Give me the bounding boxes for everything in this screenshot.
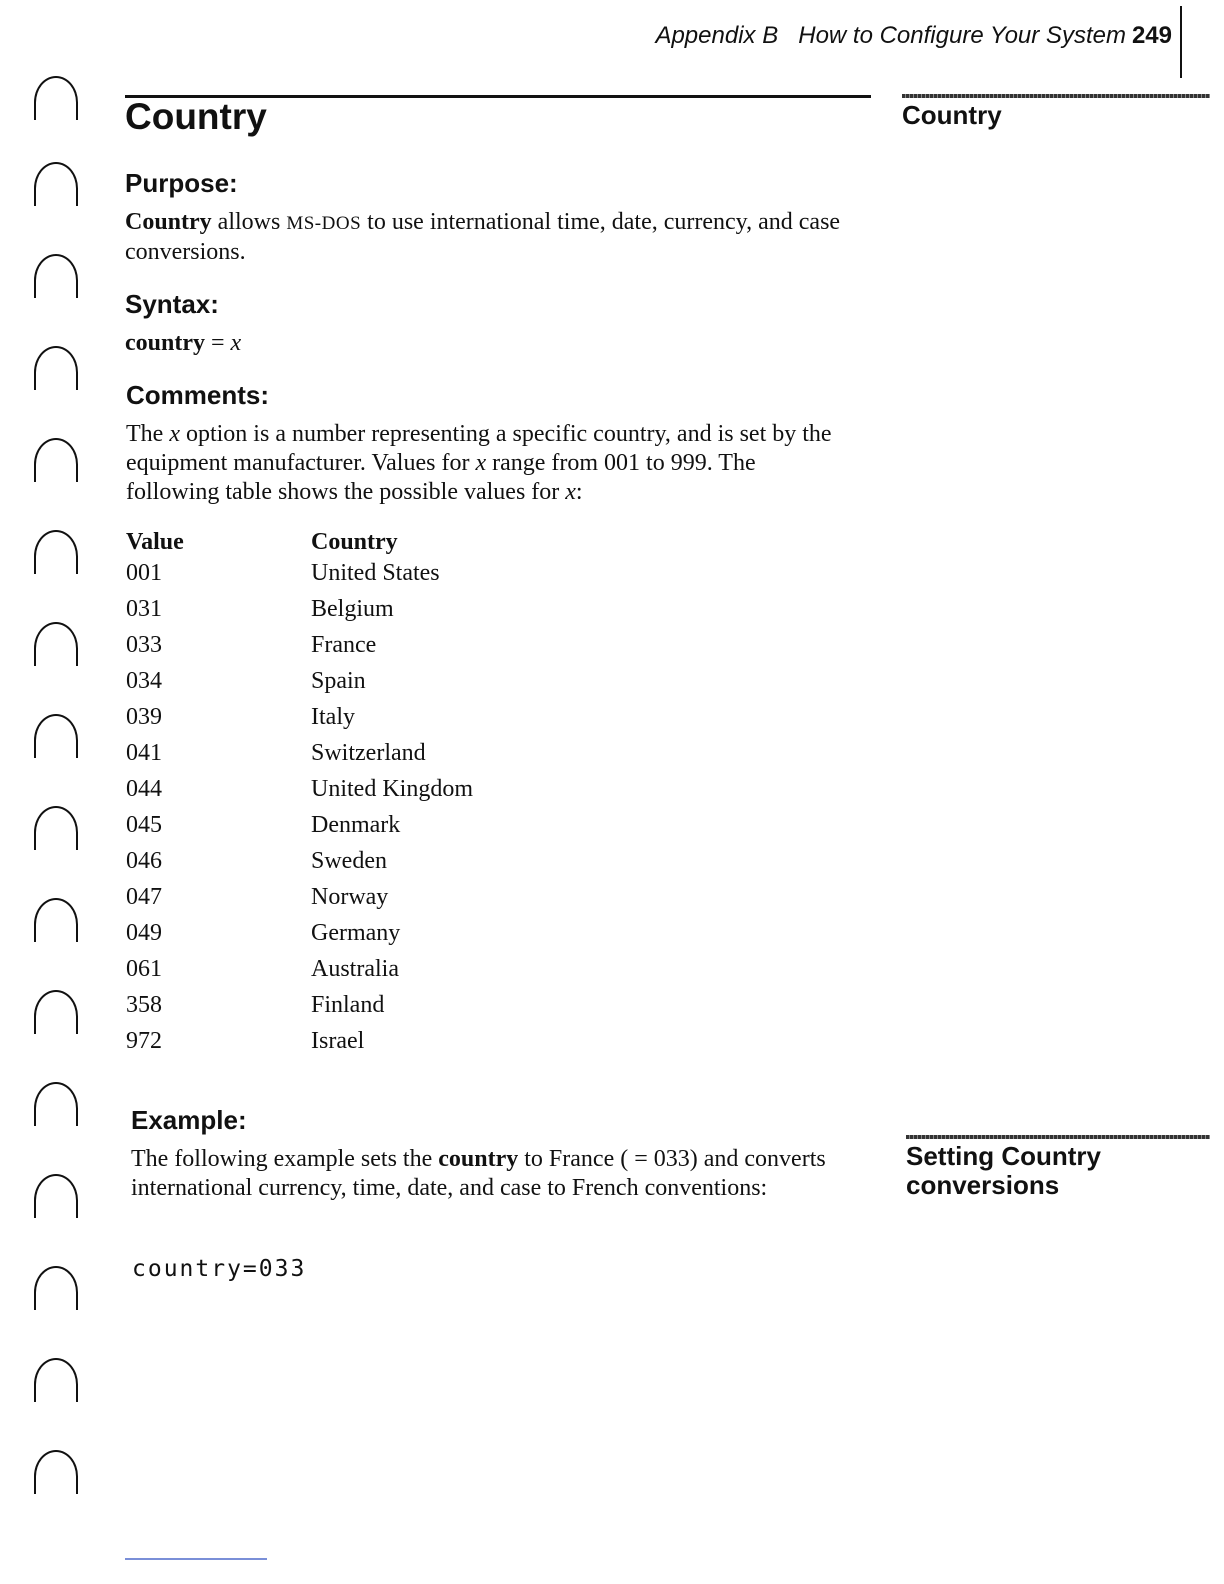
purpose-cmd: Country (125, 209, 212, 235)
table-cell-country: Australia (311, 956, 399, 982)
table-header-value: Value (126, 528, 184, 555)
punch-hole (34, 1450, 78, 1494)
table-cell-country: Norway (311, 884, 389, 910)
table-cell-country: Finland (311, 992, 385, 1018)
table-header-row (126, 524, 473, 560)
table-row (126, 560, 473, 596)
punch-hole (34, 898, 78, 942)
table-cell-country: United States (311, 560, 440, 586)
purpose-text (125, 208, 845, 267)
comments-text (126, 420, 846, 507)
punch-hole (34, 1174, 78, 1218)
header-chapter: How to Configure Your System (798, 22, 1126, 49)
comments-heading: Comments: (126, 380, 270, 410)
table-cell-value: 001 (126, 560, 162, 586)
footer-rule (125, 1558, 267, 1560)
table-row (126, 704, 473, 740)
table-cell-value: 044 (126, 776, 162, 802)
comments-text-1: The (126, 421, 170, 447)
punch-hole (34, 990, 78, 1034)
table-cell-country: United Kingdom (311, 776, 473, 802)
punch-hole (34, 346, 78, 390)
comments-var: x (169, 421, 180, 447)
punch-hole (34, 162, 78, 206)
table-row (126, 884, 473, 920)
table-cell-country: Switzerland (311, 740, 426, 766)
table-row (126, 992, 473, 1028)
page-title: Country (125, 96, 267, 137)
table-row (126, 812, 473, 848)
table-row (126, 1028, 473, 1064)
table-row (126, 740, 473, 776)
table-cell-country: Denmark (311, 812, 401, 838)
punch-hole (34, 76, 78, 120)
table-cell-country: Germany (311, 920, 401, 946)
table-cell-value: 049 (126, 920, 162, 946)
example-text-1: The following example sets the (131, 1146, 439, 1172)
table-cell-value: 039 (126, 704, 162, 730)
table-cell-country: Israel (311, 1028, 365, 1054)
syntax-heading: Syntax: (125, 289, 219, 319)
syntax-eq: = (205, 330, 231, 356)
comments-var: x (565, 479, 576, 505)
table-row (126, 956, 473, 992)
punch-hole (34, 806, 78, 850)
syntax-arg: x (230, 330, 242, 356)
example-text (131, 1145, 851, 1203)
punch-hole (34, 622, 78, 666)
purpose-text-1: allows (211, 209, 287, 235)
table-header-country: Country (311, 528, 398, 555)
comments-text-3: range from 001 to 999. The following table shows the possible values for (126, 450, 756, 505)
sidebar-example-topic: Setting Country conversions (906, 1141, 1101, 1200)
table-cell-country: Spain (311, 668, 366, 694)
table-cell-value: 047 (126, 884, 162, 910)
example-code: country=033 (132, 1256, 307, 1282)
example-heading: Example: (131, 1105, 247, 1135)
table-cell-value: 031 (126, 596, 162, 622)
punch-hole (34, 438, 78, 482)
punch-hole (34, 1082, 78, 1126)
punch-hole (34, 1266, 78, 1310)
table-row (126, 668, 473, 704)
table-cell-value: 033 (126, 632, 162, 658)
table-cell-value: 045 (126, 812, 162, 838)
punch-hole (34, 530, 78, 574)
header-bar (1180, 6, 1182, 78)
table-cell-value: 034 (126, 668, 162, 694)
table-row (126, 632, 473, 668)
country-table (126, 524, 473, 1064)
table-row (126, 848, 473, 884)
punch-hole (34, 254, 78, 298)
table-row (126, 596, 473, 632)
comments-text-4: : (575, 479, 583, 505)
table-cell-country: Italy (311, 704, 355, 730)
table-cell-country: Sweden (311, 848, 387, 874)
punch-hole (34, 1358, 78, 1402)
table-cell-value: 358 (126, 992, 162, 1018)
example-cmd: country (438, 1146, 519, 1172)
syntax-cmd: country (125, 330, 205, 356)
table-cell-value: 972 (126, 1028, 162, 1054)
comments-text-2: option is a number representing a specific country, and is set by the equipment manufacturer. Values for (126, 421, 832, 476)
example-text-2: to France ( = 033) and converts international currency, time, date, and case to French conventions: (131, 1146, 826, 1201)
table-row (126, 920, 473, 956)
header-section: Appendix B (655, 22, 779, 49)
page-number: 249 (1131, 22, 1172, 49)
sidebar-topic: Country (902, 100, 1002, 130)
table-cell-value: 041 (126, 740, 162, 766)
table-cell-country: France (311, 632, 377, 658)
sidebar-rule (902, 94, 1210, 98)
purpose-text-2: to use international time, date, currency, and case conversions. (125, 209, 841, 265)
comments-var: x (475, 450, 487, 476)
table-row (126, 776, 473, 812)
msdos-label: MS-DOS (286, 213, 362, 234)
syntax-line (125, 329, 845, 358)
purpose-heading: Purpose: (125, 168, 238, 198)
table-cell-value: 061 (126, 956, 162, 982)
table-cell-value: 046 (126, 848, 162, 874)
punch-hole (34, 714, 78, 758)
running-header (655, 22, 1172, 50)
sidebar-rule-example (906, 1135, 1210, 1139)
table-cell-country: Belgium (311, 596, 394, 622)
